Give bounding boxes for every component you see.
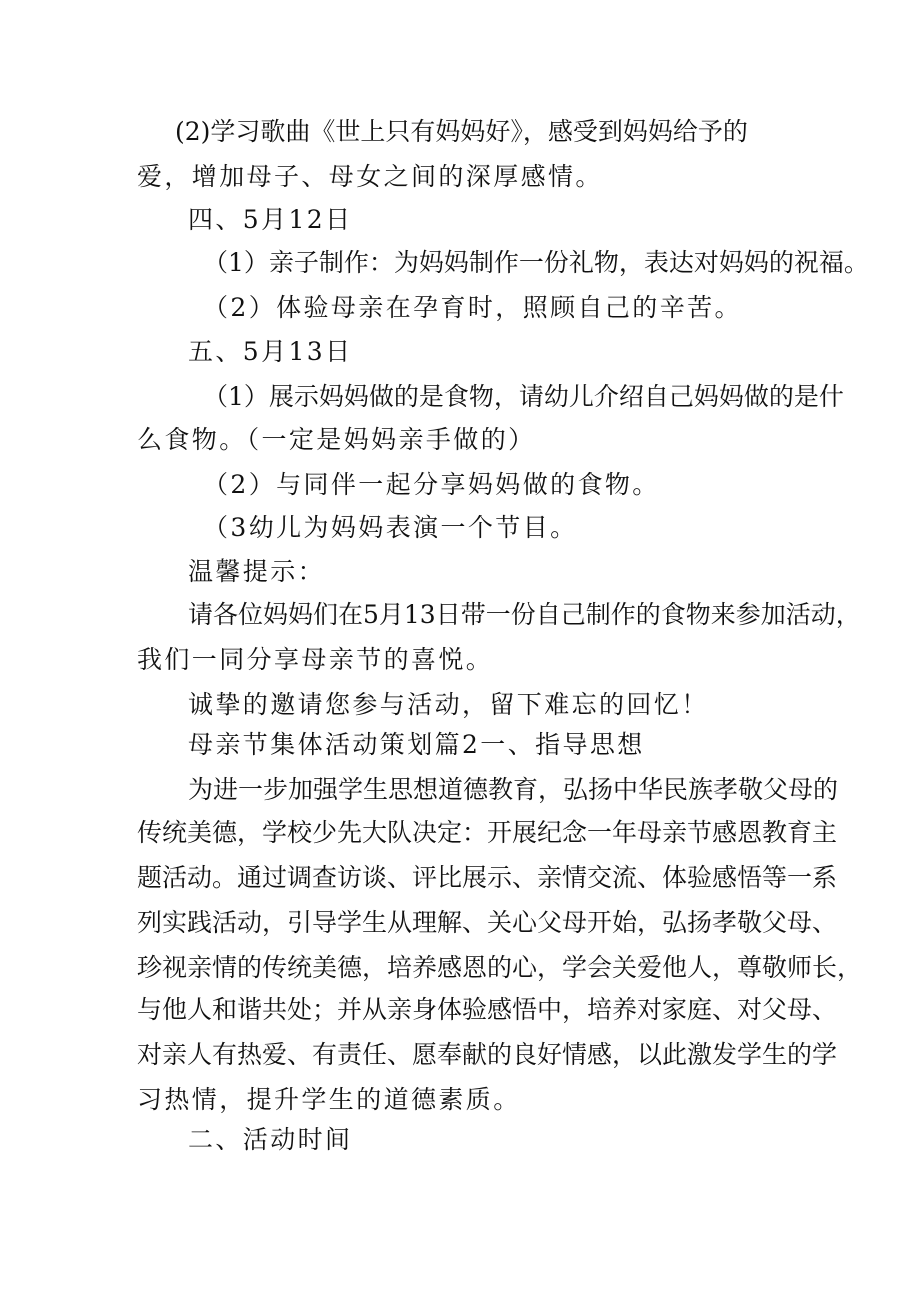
section-heading: 二、活动时间 [188, 1125, 353, 1154]
paragraph-line: 列实践活动，引导学生从理解、关心父母开始，弘扬孝敬父母、 [137, 908, 838, 937]
paragraph-line: 为进一步加强学生思想道德教育，弘扬中华民族孝敬父母的 [188, 775, 839, 804]
paragraph-line: 习热情，提升学生的道德素质。 [137, 1085, 521, 1114]
paragraph-line: 传统美德，学校少先大队决定：开展纪念一年母亲节感恩教育主 [137, 818, 838, 847]
section-heading: 温馨提示： [188, 557, 326, 586]
section-heading: 五、5月13日 [188, 337, 353, 366]
section-heading: 母亲节集体活动策划篇2一、指导思想 [188, 730, 645, 759]
paragraph-line: 么食物。（一定是妈妈亲手做的） [137, 425, 536, 454]
paragraph-line: （2）体验母亲在孕育时，照顾自己的辛苦。 [203, 293, 742, 322]
paragraph-line: 与他人和谐共处；并从亲身体验感悟中，培养对家庭、对父母、 [137, 995, 838, 1024]
paragraph-line: (2)学习歌曲《世上只有妈妈好》，感受到妈妈给予的 [175, 117, 748, 146]
paragraph-line: 珍视亲情的传统美德，培养感恩的心，学会关爱他人，尊敬师长， [137, 953, 863, 982]
paragraph-line: （3幼儿为妈妈表演一个节目。 [203, 513, 578, 542]
paragraph-line: 爱，增加母子、母女之间的深厚感情。 [137, 162, 603, 191]
paragraph-line: 诚挚的邀请您参与活动，留下难忘的回忆！ [188, 690, 709, 719]
paragraph-line: （1）亲子制作：为妈妈制作一份礼物，表达对妈妈的祝福。 [203, 248, 869, 277]
section-heading: 四、5月12日 [188, 205, 353, 234]
paragraph-line: （2）与同伴一起分享妈妈做的食物。 [203, 470, 660, 499]
paragraph-line: 对亲人有热爱、有责任、愿奉献的良好情感，以此激发学生的学 [137, 1040, 838, 1069]
paragraph-line: （1）展示妈妈做的是食物，请幼儿介绍自己妈妈做的是什 [203, 382, 844, 411]
paragraph-line: 请各位妈妈们在5月13日带一份自己制作的食物来参加活动， [188, 600, 861, 629]
paragraph-line: 题活动。通过调查访谈、评比展示、亲情交流、体验感悟等一系 [137, 863, 838, 892]
paragraph-line: 我们一同分享母亲节的喜悦。 [137, 645, 494, 674]
